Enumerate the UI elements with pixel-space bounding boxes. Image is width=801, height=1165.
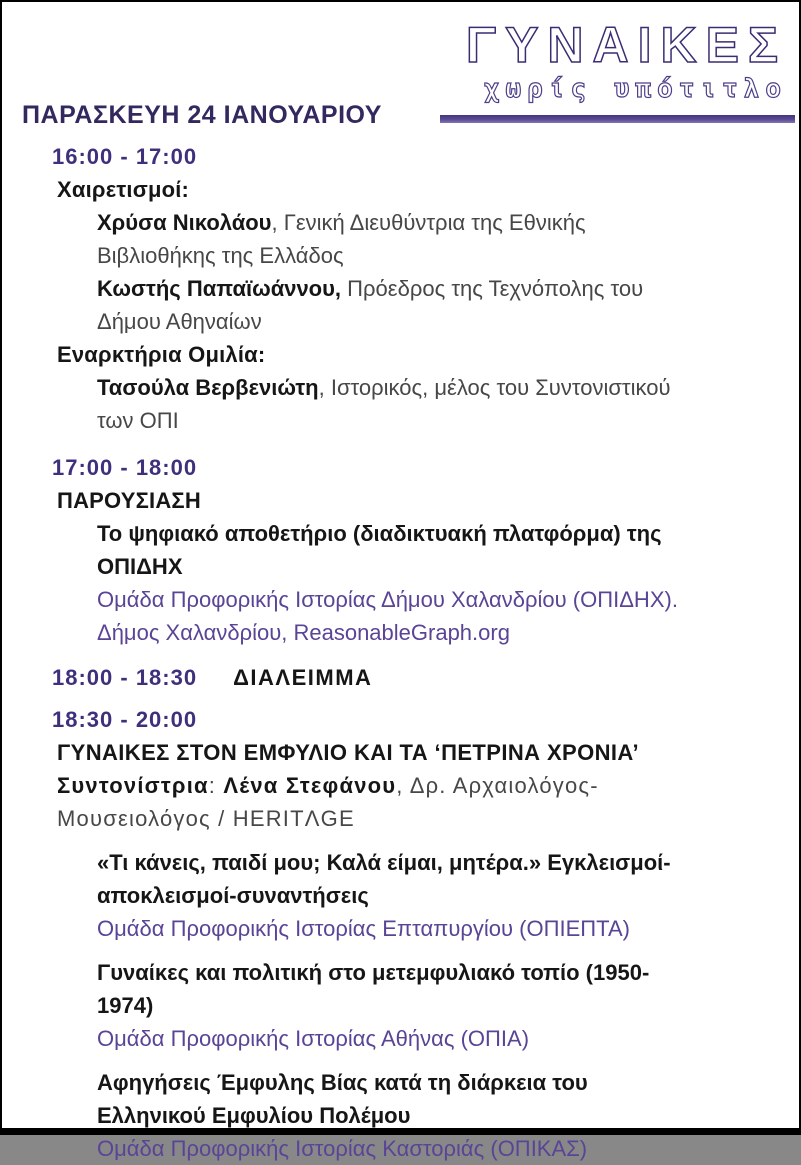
time-label: 17:00 - 18:00 <box>52 455 198 480</box>
talk-organization: Ομάδα Προφορικής Ιστορίας Καστοριάς (ΟΠΙΚΑΣ) <box>97 1136 588 1161</box>
session-presentation <box>52 451 762 649</box>
time-label: 16:00 - 17:00 <box>52 144 198 169</box>
speaker-role: Πρόεδρος της Τεχνόπολης του Δήμου Αθηναίων <box>97 276 644 334</box>
greetings-heading: Χαιρετισμοί: <box>57 177 190 202</box>
speaker-name: Κωστής Παπαϊωάννου, <box>97 276 342 301</box>
moderator-line <box>57 769 667 835</box>
break-label: ΔΙΑΛΕΙΜΜΑ <box>233 665 373 690</box>
event-logo <box>466 17 787 104</box>
talk-title: «Τι κάνεις, παιδί μου; Καλά είμαι, μητέρα.» Εγκλεισμοί-αποκλεισμοί-συναντήσεις <box>97 850 671 908</box>
moderator-label: Συντονίστρια <box>57 773 209 798</box>
speaker-entry <box>97 371 697 437</box>
speaker-role: , Γενική Διευθύντρια της Εθνικής Βιβλιοθήκης της Ελλάδος <box>97 210 586 268</box>
break-time: 18:00 - 18:30 <box>52 665 198 690</box>
speaker-role: , Ιστορικός, μέλος του Συντονιστικού των ΟΠΙ <box>97 375 671 433</box>
talk-title: Το ψηφιακό αποθετήριο (διαδικτυακή πλατφόρμα) της ΟΠΙΔΗΧ <box>97 521 662 579</box>
moderator-name: Λένα Στεφάνου <box>223 773 397 798</box>
logo-title: ΓΥΝΑΙΚΕΣ <box>466 17 787 73</box>
speaker-entry <box>97 272 697 338</box>
presentation-heading: ΠΑΡΟΥΣΙΑΣΗ <box>57 488 201 513</box>
speaker-name: Χρύσα Νικολάου <box>97 210 272 235</box>
panel-talks <box>97 846 697 1165</box>
session-break <box>52 661 762 694</box>
talk-title: Γυναίκες και πολιτική στο μετεμφυλιακό τοπίο (1950-1974) <box>97 960 650 1018</box>
talk-item <box>97 846 697 945</box>
presentation-talk <box>97 517 697 649</box>
moderator-separator: : <box>208 773 224 798</box>
speaker-name: Τασούλα Βερβενιώτη <box>97 375 319 400</box>
session-greetings <box>52 140 762 437</box>
talk-title: Αφηγήσεις Έμφυλης Βίας κατά τη διάρκεια του Ελληνικού Εμφυλίου Πολέμου <box>97 1070 588 1128</box>
time-label <box>52 661 762 694</box>
talk-organization: Ομάδα Προφορικής Ιστορίας Επταπυργίου (ΟΠΙΕΠΤΑ) <box>97 916 630 941</box>
talk-organization: Ομάδα Προφορικής Ιστορίας Δήμου Χαλανδρίου (ΟΠΙΔΗΧ). Δήμος Χαλανδρίου, ReasonableGraph.org <box>97 587 678 645</box>
talk-organization: Ομάδα Προφορικής Ιστορίας Αθήνας (ΟΠΙΑ) <box>97 1026 530 1051</box>
talk-item <box>97 1066 697 1165</box>
speaker-entry <box>97 206 697 272</box>
date-heading: ΠΑΡΑΣΚΕΥΗ 24 ΙΑΝΟΥΑΡΙΟΥ <box>22 101 382 129</box>
time-label: 18:30 - 20:00 <box>52 707 198 732</box>
schedule <box>52 140 762 1165</box>
session-panel <box>52 703 762 1165</box>
logo-subtitle: χωρίς υπότιτλο <box>483 74 787 104</box>
opening-talk-speaker <box>97 371 697 437</box>
greetings-speakers <box>97 206 697 338</box>
divider-line <box>440 115 795 123</box>
talk-item <box>97 956 697 1055</box>
moderator-role: , Δρ. Αρχαιολόγος-Μουσειολόγος / HERITΛGE <box>57 773 599 831</box>
panel-heading: ΓΥΝΑΙΚΕΣ ΣΤΟΝ ΕΜΦΥΛΙΟ ΚΑΙ ΤΑ ‘ΠΕΤΡΙΝΑ ΧΡΟΝΙΑ’ <box>57 740 639 765</box>
opening-talk-heading: Εναρκτήρια Ομιλία: <box>57 342 266 367</box>
